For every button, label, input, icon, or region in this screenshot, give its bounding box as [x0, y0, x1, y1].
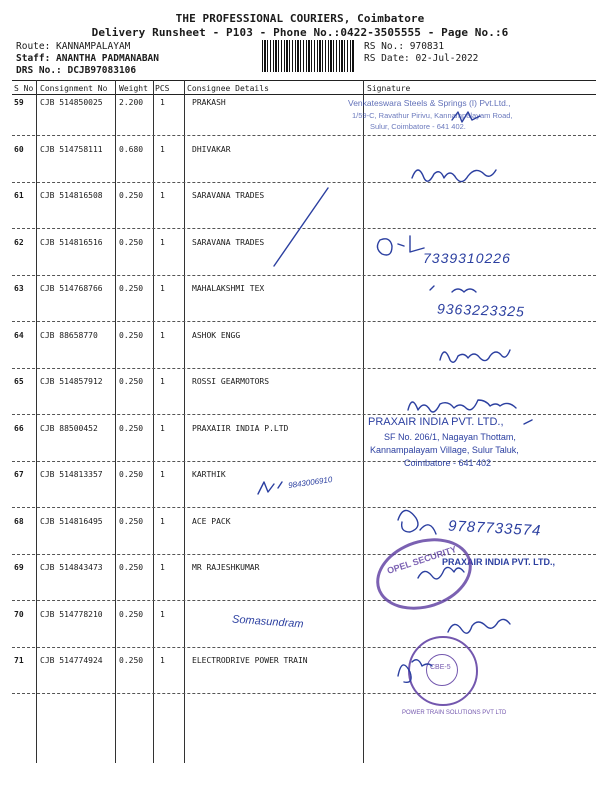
cell-sno: 64 [14, 331, 24, 340]
security-stamp-text: OPEL SECURITY [385, 544, 458, 576]
col-header-consignment: Consignment No [40, 84, 108, 93]
rs-date-label: RS Date: 02-Jul-2022 [364, 53, 479, 64]
cell-sno: 60 [14, 145, 24, 154]
cell-weight: 0.250 [119, 191, 144, 200]
cell-weight: 0.250 [119, 656, 144, 665]
cell-consignment-no: CJB 514816495 [40, 517, 103, 526]
col-header-consignee: Consignee Details [187, 84, 269, 93]
rs-no-label: RS No.: 970831 [364, 41, 445, 52]
staff-label: Staff: ANANTHA PADMANABAN [16, 53, 159, 64]
drs-label: DRS No.: DCJB97083106 [16, 65, 137, 76]
cell-consignment-no: CJB 514843473 [40, 563, 103, 572]
seal-ring-text: POWER TRAIN SOLUTIONS PVT LTD [402, 710, 507, 716]
venkateswara-stamp-line1: Venkateswara Steels & Springs (I) Pvt.Ltd., [348, 98, 511, 108]
cell-consignee: SARAVANA TRADES [192, 191, 265, 200]
cell-consignment-no: CJB 514857912 [40, 377, 103, 386]
cell-pcs: 1 [160, 98, 165, 107]
cell-weight: 0.250 [119, 331, 144, 340]
cell-weight: 0.250 [119, 470, 144, 479]
cell-sno: 62 [14, 238, 24, 247]
handwritten-phone-62: 7339310226 [423, 250, 511, 266]
cell-consignee: ELECTRODRIVE POWER TRAIN [192, 656, 308, 665]
cell-sno: 59 [14, 98, 24, 107]
cell-consignee: SARAVANA TRADES [192, 238, 265, 247]
signature-66 [524, 420, 532, 424]
cell-pcs: 1 [160, 145, 165, 154]
praxair-stamp-line2: SF No. 206/1, Nagayan Thottam, [384, 432, 516, 442]
cell-consignee: PRAKASH [192, 98, 226, 107]
cell-sno: 63 [14, 284, 24, 293]
praxair-stamp-line1: PRAXAIR INDIA PVT. LTD., [368, 416, 504, 428]
cell-consignment-no: CJB 514813357 [40, 470, 103, 479]
cell-consignee: PRAXAIIR INDIA P.LTD [192, 424, 289, 433]
runsheet-subtitle: Delivery Runsheet - P103 - Phone No.:0422-3505555 - Page No.:6 [91, 26, 509, 39]
cell-consignment-no: CJB 514850025 [40, 98, 103, 107]
cell-weight: 0.680 [119, 145, 144, 154]
cell-consignment-no: CJB 514768766 [40, 284, 103, 293]
cell-consignment-no: CJB 514816508 [40, 191, 103, 200]
cell-consignment-no: CJB 88500452 [40, 424, 98, 433]
handwritten-phone-68: 9787733574 [447, 517, 542, 540]
venkateswara-stamp-line2: 1/59-C, Ravathur Pirivu, Kannampalayam Road, [352, 111, 513, 120]
col-header-weight: Weight [119, 84, 148, 93]
signature-65 [408, 400, 516, 412]
cell-weight: 0.250 [119, 424, 144, 433]
praxair-stamp-repeat: PRAXAIR INDIA PVT. LTD., [442, 557, 556, 567]
cell-pcs: 1 [160, 470, 165, 479]
cell-consignee: ROSSI GEARMOTORS [192, 377, 270, 386]
cell-weight: 0.250 [119, 610, 144, 619]
signature-70 [448, 619, 510, 633]
route-label: Route: KANNAMPALAYAM [16, 41, 131, 52]
cell-consignee: ASHOK ENGG [192, 331, 241, 340]
venkateswara-stamp-line3: Sulur, Coimbatore - 641 402. [370, 122, 466, 131]
cell-consignee: MAHALAKSHMI TEX [192, 284, 265, 293]
cell-sno: 70 [14, 610, 24, 619]
signature-60 [412, 170, 496, 182]
cell-consignment-no: CJB 514816516 [40, 238, 103, 247]
cell-sno: 61 [14, 191, 24, 200]
handwritten-name-70: Somasundram [231, 613, 304, 631]
cell-consignment-no: CJB 514758111 [40, 145, 103, 154]
cell-weight: 0.250 [119, 377, 144, 386]
signature-68 [398, 510, 436, 534]
cell-consignee: DHIVAKAR [192, 145, 231, 154]
cell-weight: 2.200 [119, 98, 144, 107]
cell-weight: 0.250 [119, 563, 144, 572]
praxair-stamp-line3: Kannampalayam Village, Sulur Taluk, [370, 445, 519, 455]
cell-sno: 69 [14, 563, 24, 572]
signature-62 [377, 236, 424, 255]
cell-consignment-no: CJB 514774924 [40, 656, 103, 665]
cell-sno: 67 [14, 470, 24, 479]
signature-64 [440, 350, 510, 362]
cell-sno: 66 [14, 424, 24, 433]
cell-consignment-no: CJB 514778210 [40, 610, 103, 619]
col-header-signature: Signature [367, 84, 411, 93]
signature-71 [398, 660, 432, 683]
cell-pcs: 1 [160, 424, 165, 433]
cell-consignee: MR RAJESHKUMAR [192, 563, 260, 572]
handwritten-phone-63: 9363223325 [436, 300, 526, 320]
cell-weight: 0.250 [119, 517, 144, 526]
cell-pcs: 1 [160, 656, 165, 665]
cell-consignee: KARTHIK [192, 470, 226, 479]
cell-consignee: ACE PACK [192, 517, 231, 526]
col-header-sno: S No [14, 84, 34, 93]
cell-pcs: 1 [160, 517, 165, 526]
signature-69 [418, 567, 464, 578]
cell-pcs: 1 [160, 563, 165, 572]
cell-sno: 68 [14, 517, 24, 526]
col-header-pcs: PCS [155, 84, 170, 93]
signature-61-stroke [274, 188, 328, 266]
handwritten-phone-67: 9843006910 [287, 474, 333, 491]
signature-67 [258, 482, 282, 494]
cell-sno: 65 [14, 377, 24, 386]
cell-pcs: 1 [160, 238, 165, 247]
signature-63 [430, 286, 476, 292]
signature-59 [452, 112, 480, 122]
praxair-stamp-line4: Coimbatore - 641 402 [404, 458, 492, 468]
company-title: THE PROFESSIONAL COURIERS, Coimbatore [175, 12, 425, 25]
cell-pcs: 1 [160, 191, 165, 200]
cell-pcs: 1 [160, 331, 165, 340]
cell-pcs: 1 [160, 610, 165, 619]
cell-sno: 71 [14, 656, 24, 665]
cell-weight: 0.250 [119, 238, 144, 247]
cell-pcs: 1 [160, 377, 165, 386]
seal-center-text: CBE-5 [430, 664, 451, 671]
cell-weight: 0.250 [119, 284, 144, 293]
cell-pcs: 1 [160, 284, 165, 293]
cell-consignment-no: CJB 88658770 [40, 331, 98, 340]
